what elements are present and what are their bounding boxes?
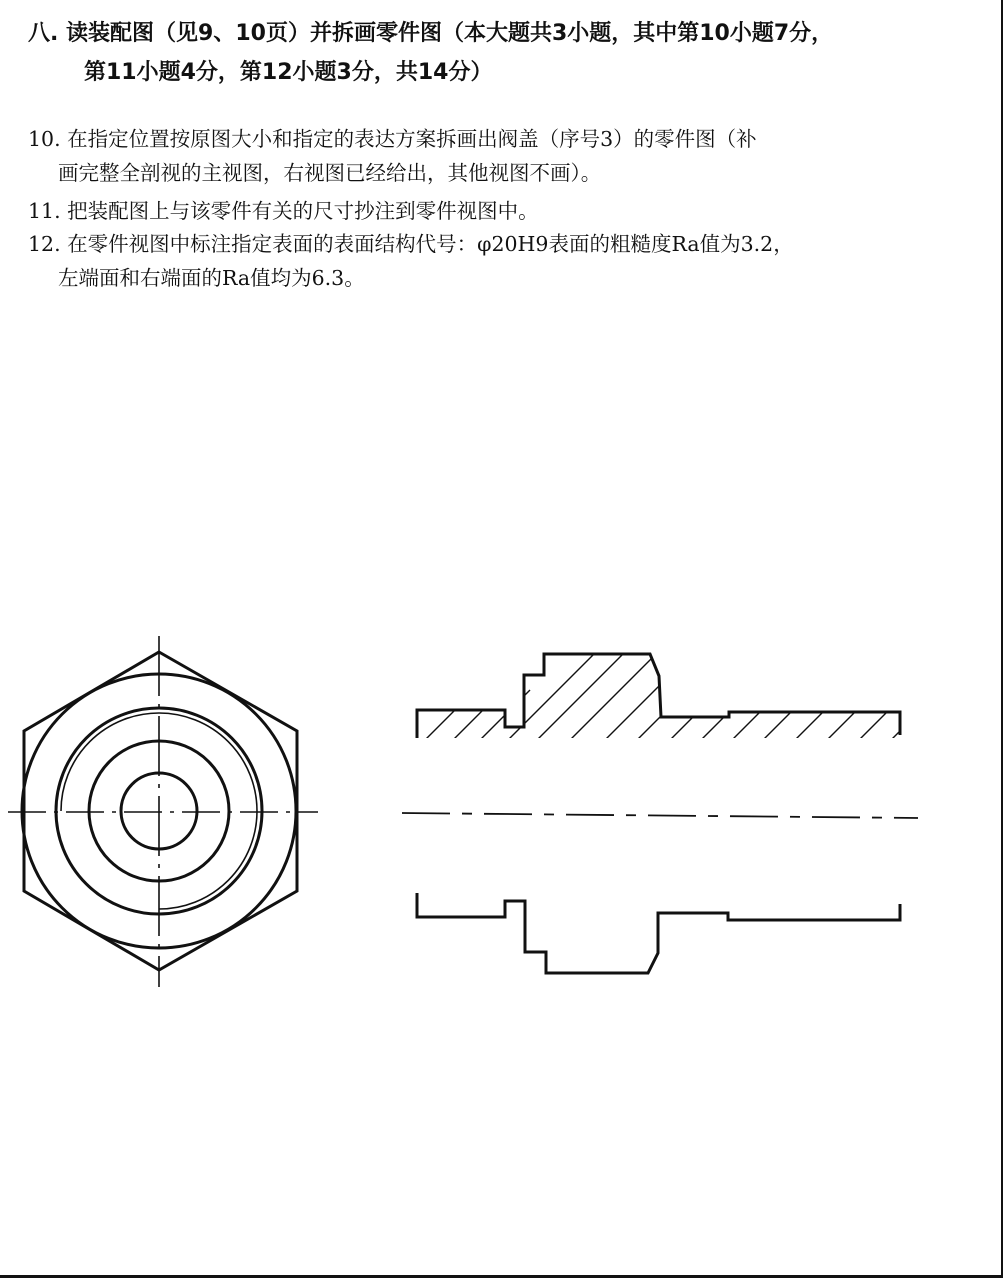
end-view-centerlines bbox=[8, 636, 318, 987]
question-12-line2: 左端面和右端面的Ra值均为6.3。 bbox=[58, 266, 365, 290]
question-12-line1: 12. 在零件视图中标注指定表面的表面结构代号：φ20H9表面的粗糙度Ra值为3.2， bbox=[28, 232, 794, 256]
hexagon-outline bbox=[24, 652, 297, 970]
question-10-line1: 10. 在指定位置按原图大小和指定的表达方案拆画出阀盖（序号3）的零件图（补 bbox=[28, 127, 757, 151]
question-10-line2: 画完整全剖视的主视图，右视图已经给出，其他视图不画）。 bbox=[58, 161, 602, 185]
question-11: 11. 把装配图上与该零件有关的尺寸抄注到零件视图中。 bbox=[28, 199, 539, 223]
section-upper-outline bbox=[417, 654, 900, 738]
section-centerline bbox=[402, 813, 918, 818]
section-lower-outline bbox=[417, 893, 900, 973]
section-heading-line2: 第11小题4分，第12小题3分，共14分） bbox=[84, 60, 493, 85]
section-heading-line1: 八. 读装配图（见9、10页）并拆画零件图（本大题共3小题，其中第10小题7分， bbox=[28, 21, 834, 46]
section-view bbox=[402, 645, 979, 973]
